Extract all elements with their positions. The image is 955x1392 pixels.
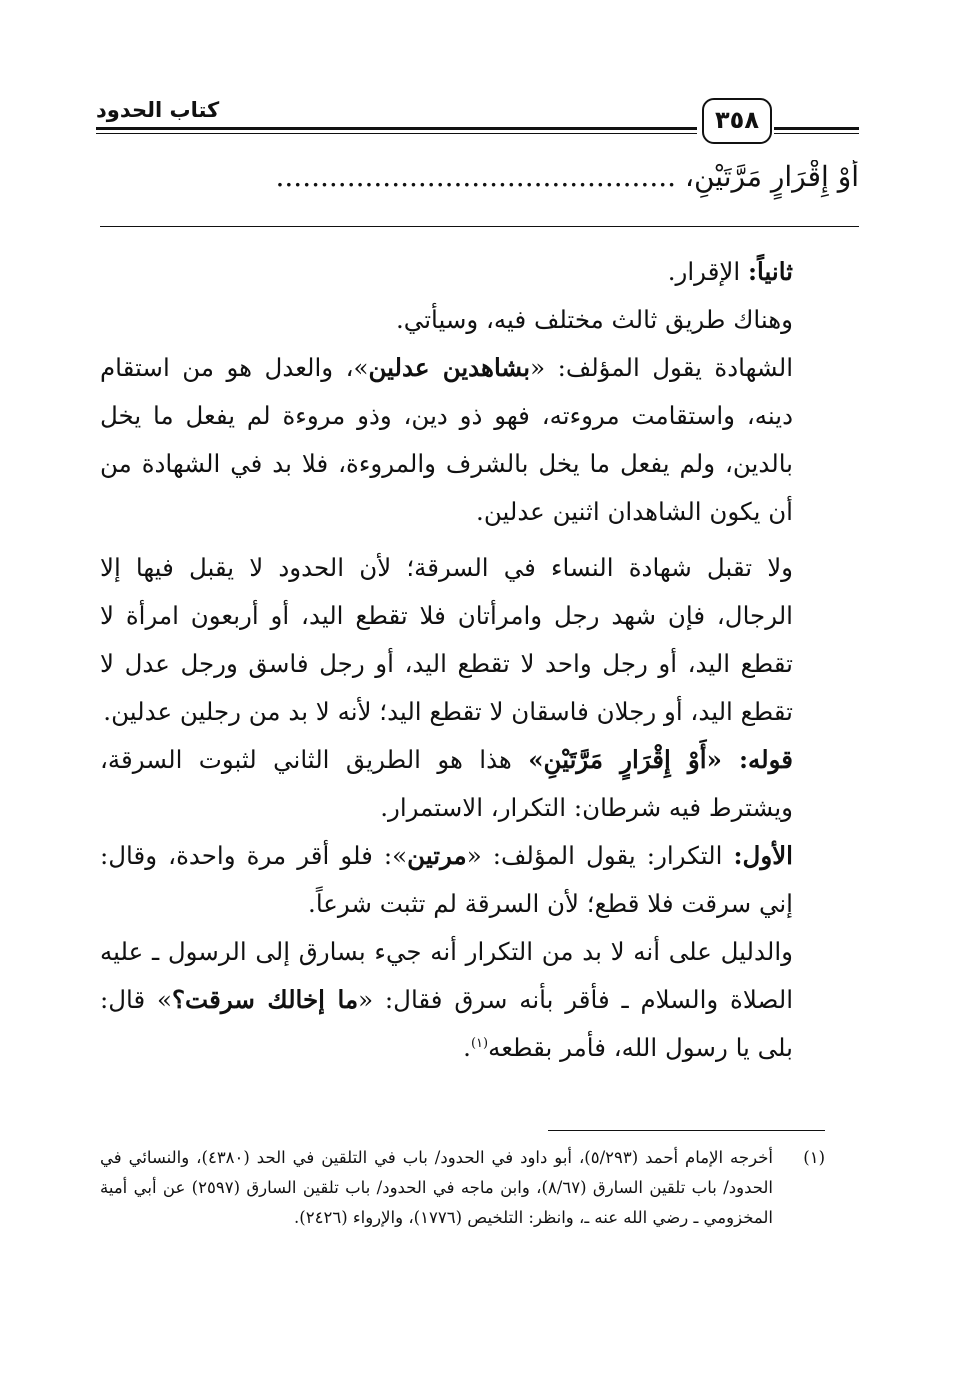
p7-text1: والدليل على أنه لا بد من التكرار أنه جيء بسارق إلى الرسول ـ عليه الصلاة والسلام ـ فأقر بأنه سرق فقال: «	[100, 937, 793, 1014]
footnote	[100, 1143, 825, 1233]
commentary-body	[100, 248, 825, 1072]
p6-bold: مرتين	[407, 841, 467, 870]
p7-bold: ما إخالك سرقت؟	[172, 985, 359, 1014]
paragraph-4	[100, 544, 825, 736]
p2-text: وهناك طريق ثالث مختلف فيه، وسيأتي.	[395, 305, 793, 334]
paragraph-7	[100, 928, 825, 1072]
header-rule-thick	[96, 127, 697, 130]
p5-quote: «أَوْ إِقْرَارٍ مَرَّتَيْنِ»	[528, 745, 739, 774]
header-rule-thin	[96, 133, 697, 134]
page-number: ٣٥٨	[702, 98, 772, 144]
p4-text: ولا تقبل شهادة النساء في السرقة؛ لأن الحدود لا يقبل فيها إلا الرجال، فإن شهد رجل وامرأتان فلا تقطع اليد، أو أربعون امرأة لا تقطع اليد، أو رجل واحد لا تقطع اليد، أو رجل فاسق ورجل عدل لا تقطع اليد، أو رجلان فاسقان لا تقطع اليد؛ لأنه لا بد من رجلين عدلين.	[100, 553, 793, 726]
paragraph-3	[100, 344, 825, 536]
p6-text1: التكرار: يقول المؤلف: «	[466, 841, 734, 870]
header-rule-thick-right	[774, 127, 859, 130]
p6-text2: »: فلو أقر مرة واحدة، وقال: إني سرقت فلا قطع؛ لأن السرقة لم تثبت شرعاً.	[100, 841, 793, 918]
header-rule-thin-right	[774, 133, 859, 134]
footnote-number: (١)	[803, 1148, 825, 1167]
p3-bold: بشاهدين عدلين	[368, 353, 531, 382]
p1-lead: ثانياً:	[747, 257, 793, 286]
paragraph-2	[100, 296, 825, 344]
footnote-separator	[548, 1130, 825, 1131]
p3-text2: »، والعدل هو من استقام دينه، واستقامت مروءته، فهو ذو دين، وذو مروءة لم يفعل ما يخل بالدين، ولم يفعل ما يخل بالشرف والمروءة، فلا بد في الشهادة من أن يكون الشاهدان اثنين عدلين.	[100, 353, 793, 526]
p1-text: الإقرار.	[667, 257, 748, 286]
p5-lead: قوله:	[739, 745, 794, 774]
p6-lead: الأول:	[733, 841, 793, 870]
paragraph-6	[100, 832, 825, 928]
p5-text: هذا هو الطريق الثاني لثبوت السرقة، ويشترط فيه شرطان: التكرار، الاستمرار.	[100, 745, 793, 822]
paragraph-1	[100, 248, 825, 296]
paragraph-5	[100, 736, 825, 832]
matn-separator	[100, 226, 859, 227]
matn-line	[100, 160, 859, 206]
p3-text1: الشهادة يقول المؤلف: «	[530, 353, 794, 382]
p7-text2: » قال: بلى يا رسول الله، فأمر بقطعه	[100, 985, 793, 1062]
running-header-title: كتاب الحدود	[96, 98, 220, 122]
matn-dots: .............................................	[275, 160, 677, 193]
footnote-ref[interactable]: (١)	[470, 1035, 489, 1051]
matn-text: أَوْ إِقْرَارٍ مَرَّتَيْنِ،	[684, 160, 859, 193]
footnote-text: أخرجه الإمام أحمد (٥/٢٩٣)، أبو داود في الحدود/ باب في التلقين في الحد (٤٣٨٠)، والنسائي في الحدود/ باب تلقين السارق (٨/٦٧)، وابن ماجه في الحدود/ باب تلقين السارق (٢٥٩٧) عن أبي أمية المخزومي ـ رضي الله عنه ـ، وانظر: التلخيص (١٧٧٦)، والإرواء (٢٤٢٦).	[100, 1148, 773, 1227]
p7-end: .	[463, 1033, 471, 1062]
